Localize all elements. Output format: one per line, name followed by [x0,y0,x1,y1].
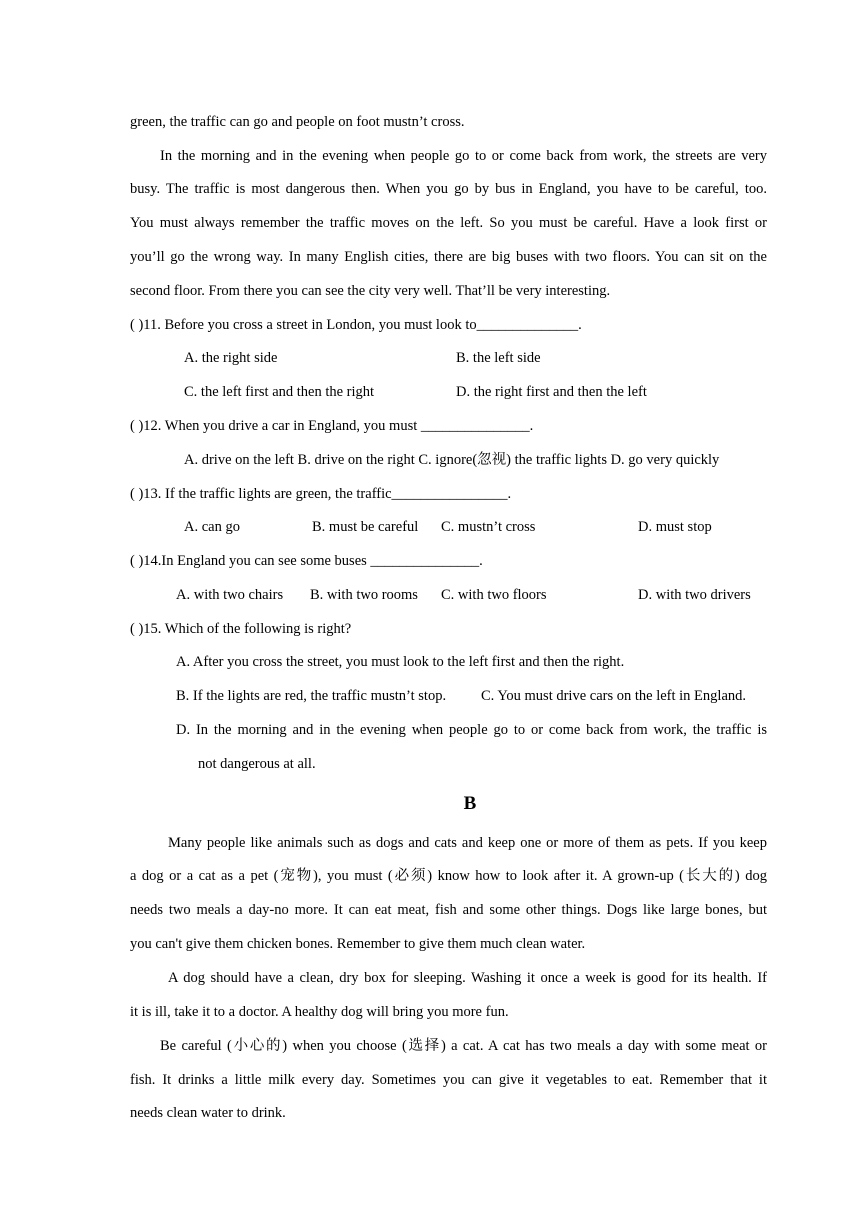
question-11-option-a: A. the right side [184,350,278,366]
passage-b-paragraph-line: Be careful (小心的) when you choose (选择) a cat. A cat has two meals a day with some meat or [160,1038,767,1054]
question-14-option-d: D. with two drivers [638,587,751,603]
question-14-stem: ( )14.In England you can see some buses _______________. [130,553,483,569]
question-13-option-a: A. can go [184,519,240,535]
question-14-option-b: B. with two rooms [310,587,418,603]
passage-b-paragraph-line: needs clean water to drink. [130,1105,286,1121]
passage-b-paragraph-line: needs two meals a day-no more. It can eat meat, fish and some other things. Dogs like large bones, but [130,902,767,918]
passage-b-paragraph-line: you can't give them chicken bones. Remember to give them much clean water. [130,936,586,952]
question-15-option-c: C. You must drive cars on the left in England. [481,688,747,704]
question-11-option-c: C. the left first and then the right [184,384,375,400]
question-13-option-b: B. must be careful [312,519,419,535]
passage-a-line: green, the traffic can go and people on foot mustn’t cross. [130,114,465,130]
question-15-option-d: D. In the morning and in the evening when people go to or come back from work, the traffic is [176,722,767,738]
section-b-title: B [463,793,477,814]
passage-b-paragraph-line: fish. It drinks a little milk every day. Sometimes you can give it vegetables to eat. Remember that it [130,1072,767,1088]
question-14-option-a: A. with two chairs [176,587,284,603]
question-13-option-d: D. must stop [638,519,712,535]
question-12-options: A. drive on the left B. drive on the right C. ignore(忽视) the traffic lights D. go very quickly [184,452,720,468]
question-11-stem: ( )11. Before you cross a street in London, you must look to______________. [130,317,582,333]
question-11-option-d: D. the right first and then the left [456,384,647,400]
question-15-option-b: B. If the lights are red, the traffic mustn’t stop. [176,688,447,704]
passage-a-paragraph-line: you’ll go the wrong way. In many English cities, there are big buses with two floors. You can sit on the [130,249,767,265]
question-15-stem: ( )15. Which of the following is right? [130,621,352,637]
passage-b-paragraph-line: a dog or a cat as a pet (宠物), you must (必须) know how to look after it. A grown-up (长大的) dog [130,868,767,884]
question-13-stem: ( )13. If the traffic lights are green, the traffic________________. [130,486,512,502]
question-12-stem: ( )12. When you drive a car in England, you must _______________. [130,418,534,434]
passage-a-paragraph-line: busy. The traffic is most dangerous then. When you go by bus in England, you have to be careful, too. [130,181,767,197]
passage-b-paragraph-line: A dog should have a clean, dry box for sleeping. Washing it once a week is good for its health. If [168,970,767,986]
question-15-option-a: A. After you cross the street, you must look to the left first and then the right. [176,654,625,670]
passage-b-paragraph-line: Many people like animals such as dogs and cats and keep one or more of them as pets. If you keep [168,835,767,851]
question-14-option-c: C. with two floors [441,587,547,603]
question-11-option-b: B. the left side [456,350,541,366]
passage-a-paragraph-line: You must always remember the traffic moves on the left. So you must be careful. Have a look first or [130,215,767,231]
passage-a-paragraph-line: second floor. From there you can see the city very well. That’ll be very interesting. [130,283,611,299]
passage-a-paragraph-line: In the morning and in the evening when people go to or come back from work, the streets are very [160,148,767,164]
question-15-option-d-continued: not dangerous at all. [198,756,316,772]
question-13-option-c: C. mustn’t cross [441,519,536,535]
passage-b-paragraph-line: it is ill, take it to a doctor. A healthy dog will bring you more fun. [130,1004,509,1020]
